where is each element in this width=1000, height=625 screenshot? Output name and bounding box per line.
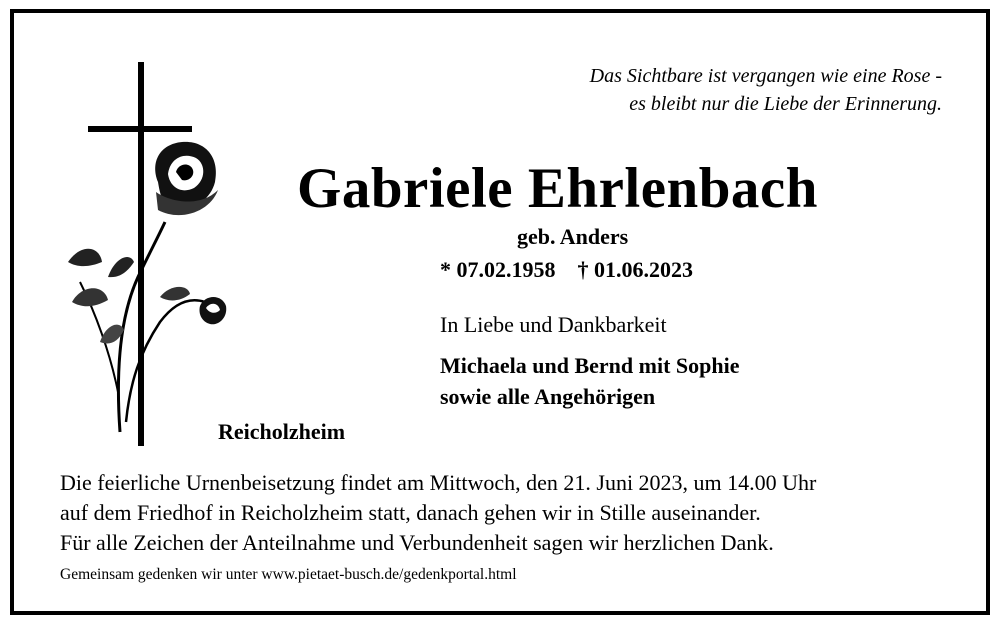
mourners	[440, 350, 739, 412]
notice-line-1: Die feierliche Urnenbeisetzung findet am Mittwoch, den 21. Juni 2023, um 14.00 Uhr	[60, 470, 817, 495]
birth-date: * 07.02.1958	[440, 257, 556, 282]
mourners-line-1: Michaela und Bernd mit Sophie	[440, 353, 740, 378]
mourners-intro: In Liebe und Dankbarkeit	[440, 312, 667, 337]
notice-line-3: Für alle Zeichen der Anteilnahme und Verbundenheit sagen wir herzlichen Dank.	[60, 530, 774, 555]
notice-line-2: auf dem Friedhof in Reicholzheim statt, danach gehen wir in Stille auseinander.	[60, 500, 761, 525]
death-date: † 01.06.2023	[577, 257, 693, 282]
life-dates	[440, 257, 693, 283]
deceased-name: Gabriele Ehrlenbach	[297, 157, 818, 220]
funeral-notice	[60, 468, 960, 558]
birth-name: geb. Anders	[517, 224, 629, 249]
place: Reicholzheim	[218, 419, 346, 444]
cross-and-rose-illustration	[60, 62, 245, 457]
cross-rose-icon	[60, 62, 245, 452]
quote-line-2: es bleibt nur die Liebe der Erinnerung.	[629, 93, 942, 115]
quote-line-1: Das Sichtbare ist vergangen wie eine Rose -	[589, 65, 942, 87]
quote	[590, 62, 942, 118]
mourners-line-2: sowie alle Angehörigen	[440, 384, 656, 409]
memorial-portal-note: Gemeinsam gedenken wir unter www.pietaet-busch.de/gedenkportal.html	[60, 566, 517, 583]
